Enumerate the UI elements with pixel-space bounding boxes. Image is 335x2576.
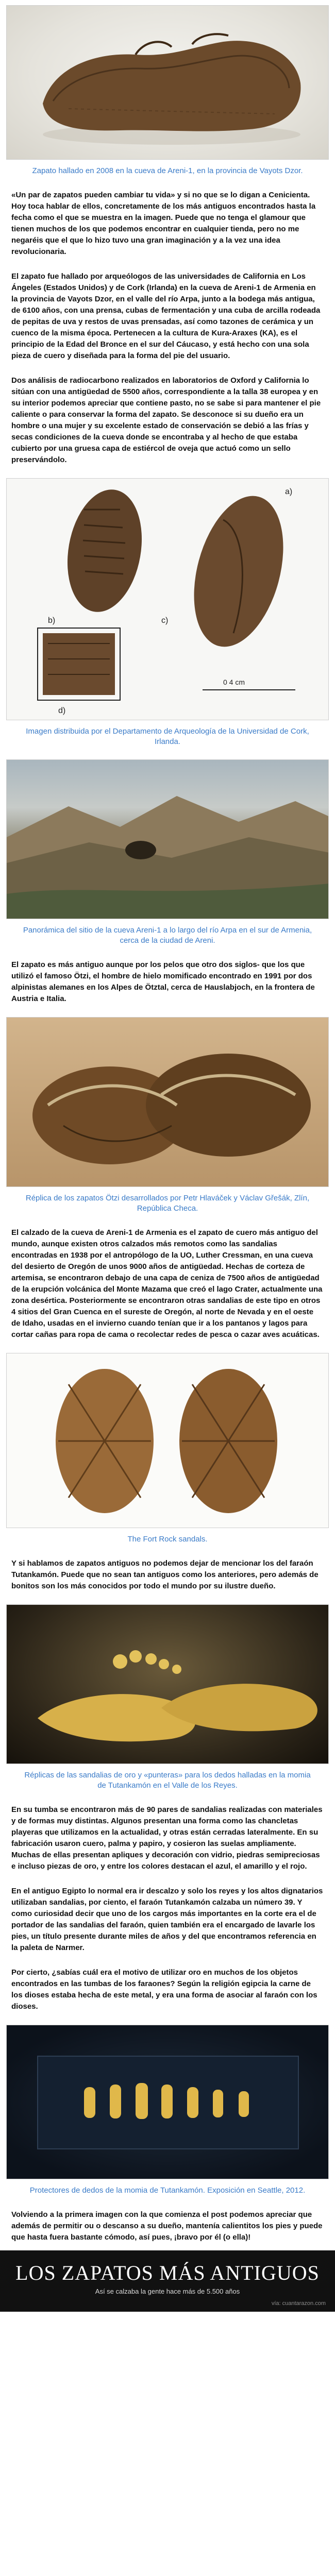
figure-cave-panorama (6, 759, 329, 953)
paragraph: El calzado de la cueva de Areni-1 de Armenia es el zapato de cuero más antiguo del mundo, aunque existen otros calzados más remotos como las sandalias encontradas en 1938 por el antropólogo de la UO, Luther Cressman, en una cueva del desierto de Oregón de unos 9000 años de antigüedad. Hechas de corteza de artemisa, se encontraron debajo de una capa de ceniza de 7500 años de antigüedad de la erupción volcánica del Monte Mazama que creó el lago Crater, actualmente una zona desértica. Posteriormente se encontraron otras sandalias de este tipo en otros 4 sitios del Gran Cuenca en el sureste de Oregón, al norte de Nevada y en el oeste de Idaho, usadas en el invierno cuando tenían que ir a los pantanos y lagos para cortar cañas para ropa de cama o recolectar redes de pesca o cazar aves acuáticas. (11, 1228, 323, 1339)
label-c: c) (161, 616, 169, 625)
photo-gold-sandals (6, 1604, 329, 1764)
label-b: b) (48, 616, 56, 625)
footer-credit-link[interactable]: vía: cuantarazon.com (271, 2300, 326, 2307)
figure-caption: Réplica de los zapatos Ötzi desarrollados por Petr Hlaváček y Václav Gřešák, Zlín, República Checa. (25, 1194, 310, 1213)
label-a: a) (285, 487, 293, 496)
photo-otzi-shoes (6, 1017, 329, 1187)
figure-caption: Zapato hallado en 2008 en la cueva de Areni-1, en la provincia de Vayots Dzor. (32, 166, 303, 175)
figure-caption: Imagen distribuida por el Departamento de Arqueología de la Universidad de Cork, Irlanda. (26, 727, 309, 746)
figure-fort-rock (6, 1353, 329, 1552)
paragraph: Volviendo a la primera imagen con la que comienza el post podemos apreciar que además de permitir ou o descanso a su dueño, mantenía calientitos los pies y puede que hasta fuera bastante cómodo, así pues, ¡bravo por él (o ella)! (11, 2210, 323, 2242)
paragraph: Por cierto, ¿sabías cuál era el motivo de utilizar oro en muchos de los objetos encontrados en las tumbas de los faraones? Según la religión egipcia la carne de los dioses estaba hecha de este metal, y era una forma de asociar al faraón con los dioses. (11, 1968, 317, 2011)
photo-areni-shoe (6, 5, 329, 160)
photo-toe-protectors (6, 2025, 329, 2179)
figure-otzi-replica (6, 1017, 329, 1221)
paragraph: El zapato fue hallado por arqueólogos de las universidades de California en Los Ángeles (Estados Unidos) y de Cork (Irlanda) en la cueva de Areni-1 de Armenia en la provincia de Vayots Dzor, en el valle del río Arpa, junto a la bodega más antigua, de 6100 años, con una prensa, cubas de fermentación y una cuba de arcilla rodeada de pepitas de uva y restos de uvas prensadas, así como tazones de cerámica y un cuenco de la misma época. Pertenecen a la cultura de Kura-Araxes (KA), es el principio de la Edad del Bronce en el sur del Cáucaso, y está hecho con una sola pieza de cuero y diseñada para la forma del pie del usuario. (11, 272, 321, 360)
figure-caption: Protectores de dedos de la momia de Tutankamón. Exposición en Seattle, 2012. (29, 2186, 306, 2195)
footer-title: LOS ZAPATOS MÁS ANTIGUOS (15, 2261, 320, 2284)
figure-caption: The Fort Rock sandals. (127, 1535, 208, 1544)
figure-caption: Panorámica del sitio de la cueva Areni-1 a lo largo del río Arpa en el sur de Armenia, cerca de la ciudad de Areni. (23, 926, 312, 945)
article (0, 5, 335, 2250)
paragraph: Y si hablamos de zapatos antiguos no podemos dejar de mencionar los del faraón Tutankamón. Puede que no sean tan antiguos como los anteriores, pero además de bonitos son los más conocidos por todo el mundo por su ilustre dueño. (11, 1559, 319, 1590)
paragraph: «Un par de zapatos pueden cambiar tu vida» y si no que se lo digan a Cenicienta. Hoy toca hablar de ellos, concretamente de los más antiguos encontrados hasta la fecha como el que se muestra en la imagen. Puede que no tenga el glamour que tienen muchos de los que podemos encontrar en cualquier tienda, pero no me negaréis que el que lo hizo tuvo una gran imaginación y a la vez una idea revolucionaria. (11, 191, 316, 256)
paragraph: El zapato es más antiguo aunque por los pelos que otro dos siglos- que los que utilizó el famoso Ötzi, el hombre de hielo momificado encontrado en 1991 por dos alpinistas alemanes en los Alpes de Ötztal, cerca de Hauslabjoch, en la frontera de Austria e Italia. (11, 960, 315, 1003)
label-d: d) (58, 706, 66, 715)
paragraph: En su tumba se encontraron más de 90 pares de sandalias realizadas con materiales y de formas muy distintas. Algunos presentan una forma como las chancletas playeras que utilizamos en la actualidad, y otras están cerradas lateralmente. En su fabricación usaron cuero, palma y papiro, y cosieron las suelas ampliamente. Muchas de ellas presentan apliques y decoración con vidrio, piedras semipreciosas e incluso piezas de oro, y entre los colores destacan el azul, el amarillo y el rojo. (11, 1805, 323, 1871)
scale-label: 0 4 cm (223, 678, 245, 686)
photo-areni-valley (6, 759, 329, 919)
footer-banner (0, 2250, 335, 2312)
photo-shoe-views (6, 478, 329, 720)
footer-subtitle: Así se calzaba la gente hace más de 5.500 años (95, 2287, 240, 2295)
figure-tutankhamun-sandals (6, 1604, 329, 1798)
figure-shoe-diagram (6, 478, 329, 754)
figure-toe-protectors (6, 2025, 329, 2203)
photo-fort-rock-sandals (6, 1353, 329, 1528)
paragraph: En el antiguo Egipto lo normal era ir descalzo y solo los reyes y los altos dignatarios utilizaban sandalias, por ciento, el faraón Tutankamón calzaba un número 39. Y como curiosidad decir que uno de los cargos más importantes en la corte era el de portador de las sandalias del faraón, quien también era el encargado de lavarle los pies, un título presente durante miles de años y del que encontramos referencia en la paleta de Narmer. (11, 1887, 323, 1952)
paragraph: Dos análisis de radiocarbono realizados en laboratorios de Oxford y California lo sitúan con una antigüedad de 5500 años, correspondiente a la talla 38 europea y en su interior podemos apreciar que contiene pasto, no se sabe si para mantener el pie caliente o para conservar la forma del zapato. Se desconoce si su dueño era un hombre o una mujer y su excelente estado de conservación se debió a las frías y secas condiciones de la cueva donde se encontraba y al hecho de que estaba cubierto por una gruesa capa de estiércol de oveja que actuó como un sello preservándolo. (11, 376, 321, 464)
figure-shoe-studio (6, 5, 329, 183)
figure-caption: Réplicas de las sandalias de oro y «punteras» para los dedos halladas en la momia de Tutankamón en el Valle de los Reyes. (24, 1771, 311, 1790)
